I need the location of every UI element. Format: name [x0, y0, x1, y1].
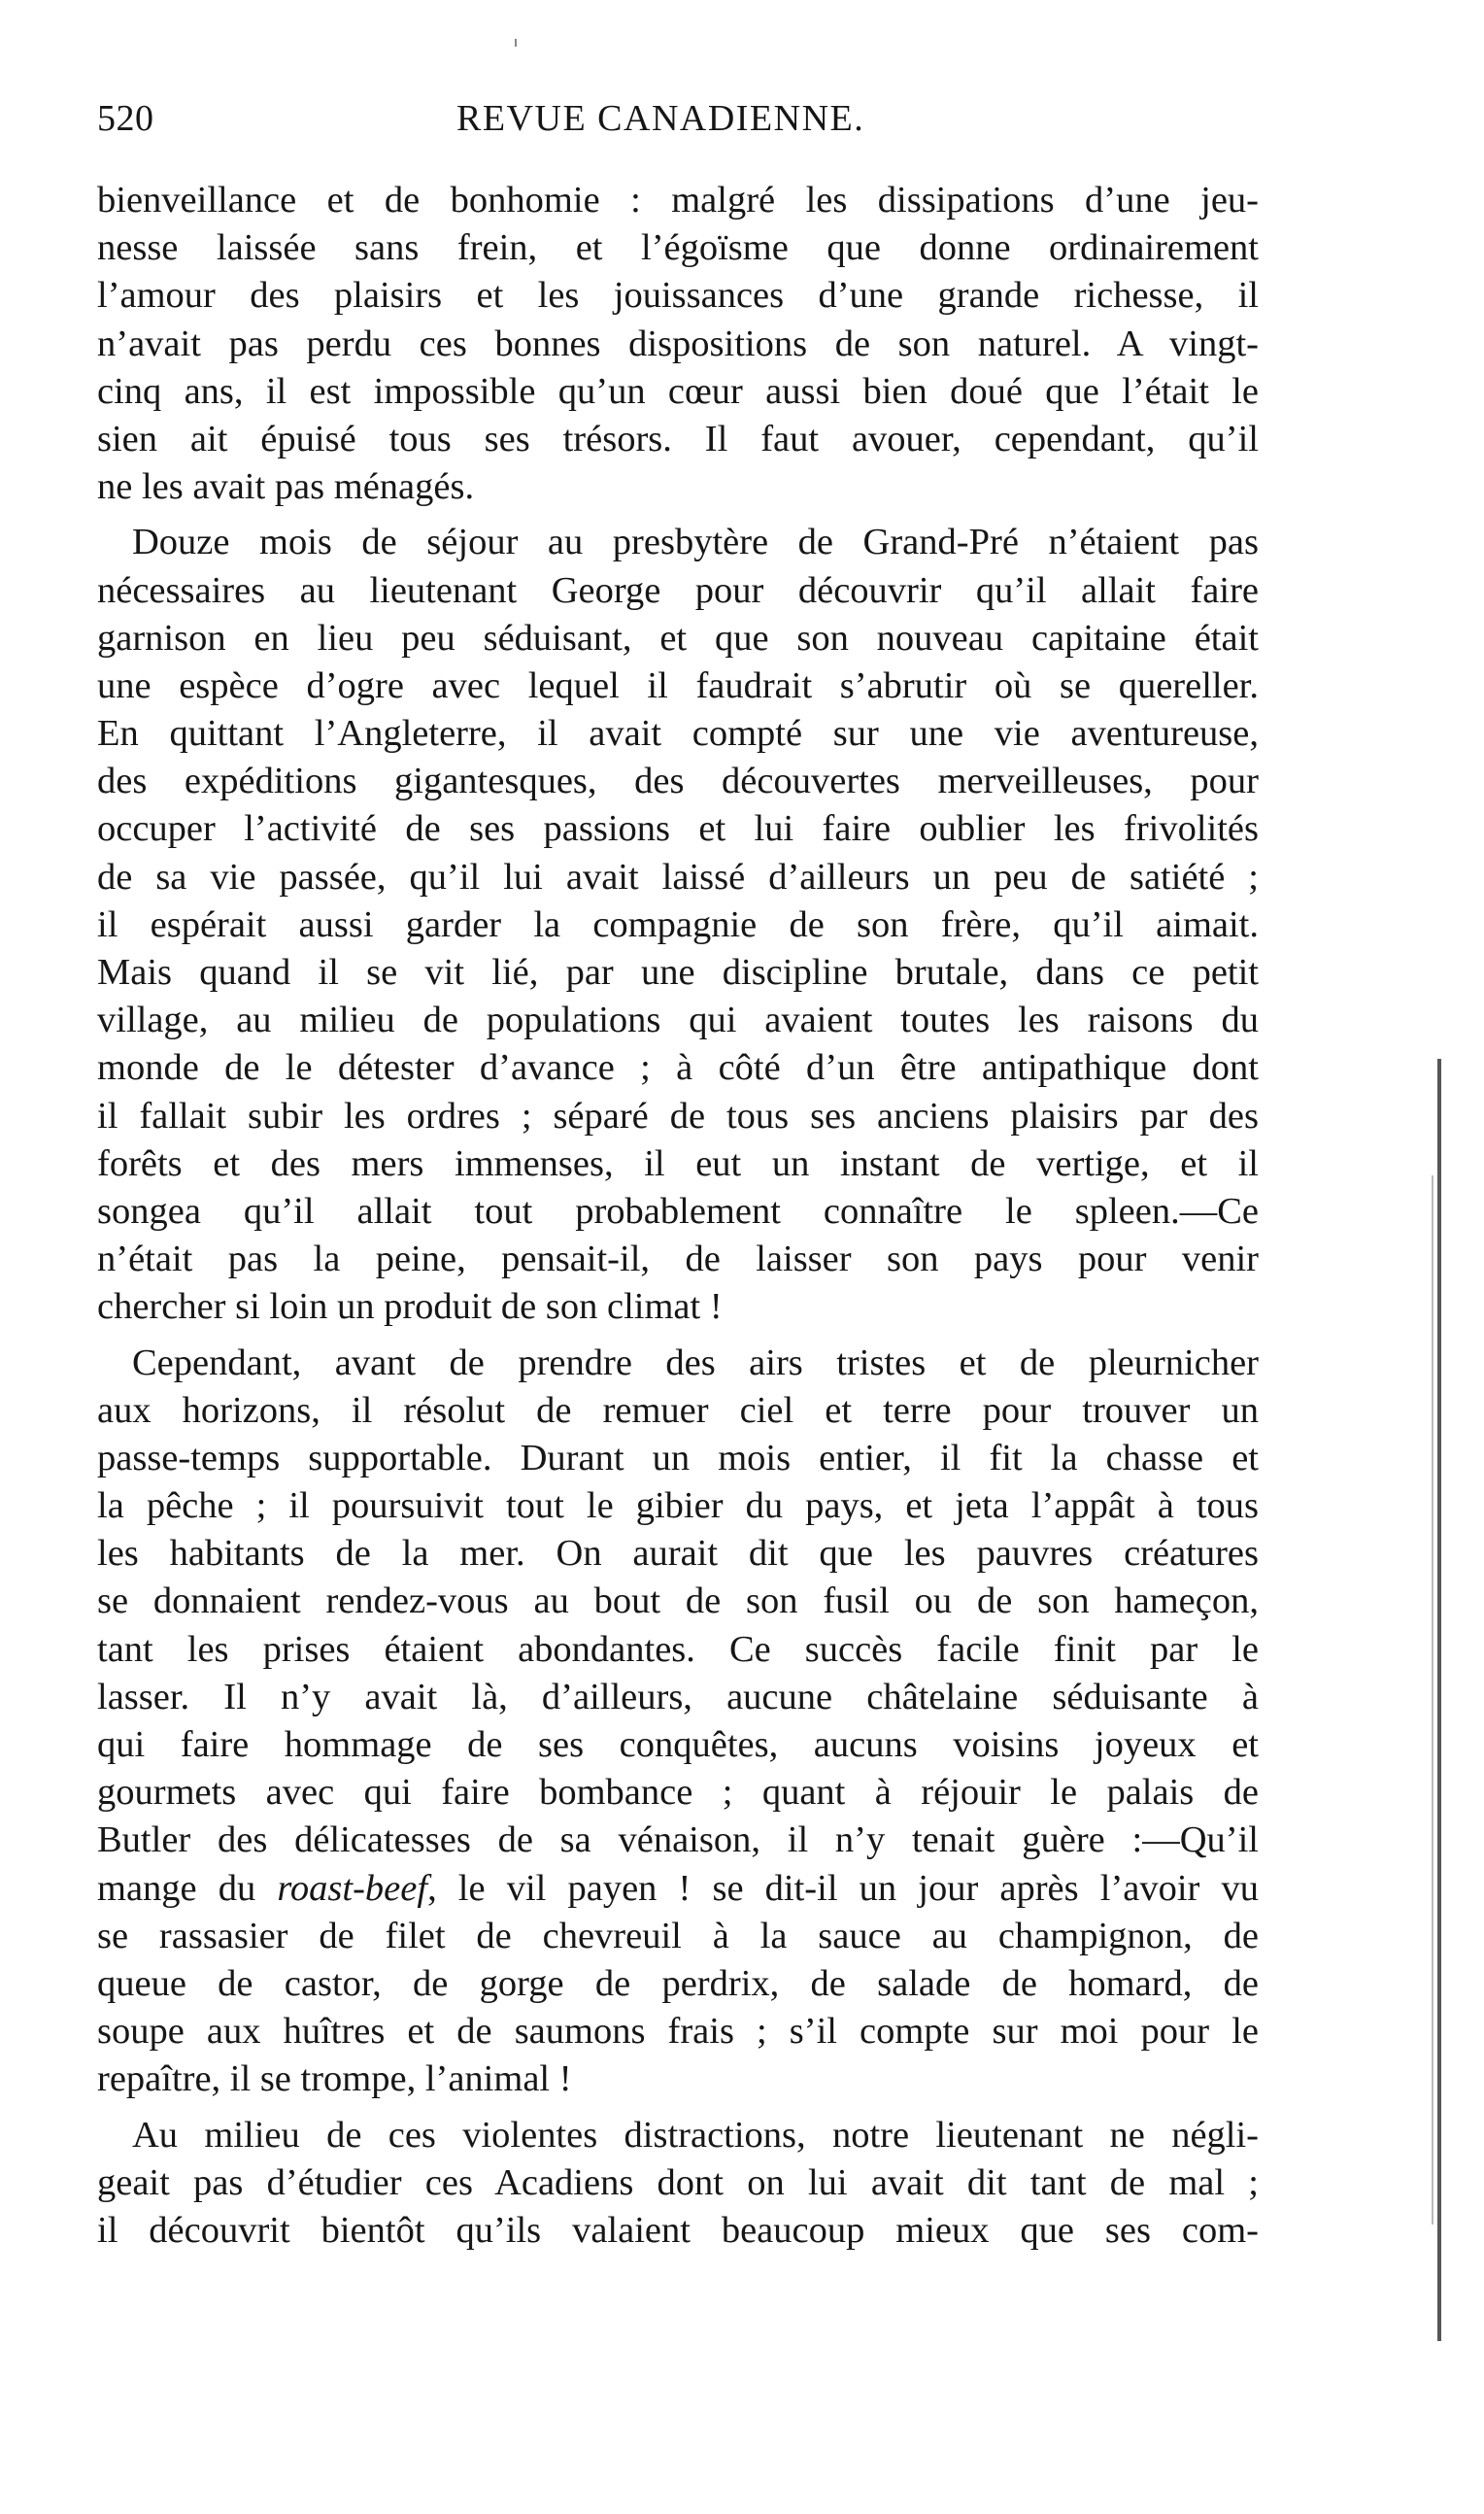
text-line: bienveillance et de bonhomie : malgré les dissipations d’une jeu- [97, 180, 1259, 221]
text-line: aux horizons, il résolut de remuer ciel et terre pour trouver un [97, 1389, 1259, 1431]
text-line: les habitants de la mer. On aurait dit que les pauvres créatures [97, 1533, 1259, 1575]
text-line: n’avait pas perdu ces bonnes dispositions de son naturel. A vingt- [97, 323, 1259, 364]
text-line: une espèce d’ogre avec lequel il faudrait s’abrutir où se quereller. [97, 664, 1259, 706]
page-header [97, 97, 1263, 155]
paragraph-4 [97, 2112, 1259, 2256]
text-line: de sa vie passée, qu’il lui avait laissé d’ailleurs un peu de satiété ; [97, 856, 1259, 898]
scan-mark [515, 39, 517, 47]
text-line: il découvrit bientôt qu’ils valaient beaucoup mieux que ses com- [97, 2209, 1259, 2251]
text-line: l’amour des plaisirs et les jouissances d’une grande richesse, il [97, 275, 1259, 317]
text-line: nesse laissée sans frein, et l’égoïsme que donne ordinairement [97, 227, 1259, 269]
text-line: soupe aux huîtres et de saumons frais ; s’il compte sur moi pour le [97, 2011, 1259, 2053]
text-line: il fallait subir les ordres ; séparé de tous ses anciens plaisirs par des [97, 1095, 1259, 1137]
text-line: Cependant, avant de prendre des airs tristes et de pleurnicher [132, 1342, 1259, 1383]
page-number: 520 [97, 98, 154, 139]
text-line: gourmets avec qui faire bombance ; quant à réjouir le palais de [97, 1772, 1259, 1814]
text-fragment: , le vil payen ! se dit-il un jour après l’avoir vu [427, 1867, 1259, 1909]
text-line: tant les prises étaient abondantes. Ce succès facile finit par le [97, 1628, 1259, 1670]
text-line: monde de le détester d’avance ; à côté d’un être antipathique dont [97, 1047, 1259, 1089]
running-title: REVUE CANADIENNE. [456, 98, 865, 139]
paragraph-1 [97, 177, 1259, 511]
text-line: chercher si loin un produit de son climat ! [97, 1286, 723, 1328]
text-line: forêts et des mers immenses, il eut un instant de vertige, et il [97, 1142, 1259, 1184]
binding-edge-line [1437, 1059, 1441, 2341]
text-line: Mais quand il se vit lié, par une discipline brutale, dans ce petit [97, 952, 1259, 993]
italic-phrase: roast-beef [277, 1867, 428, 1909]
text-line: garnison en lieu peu séduisant, et que son nouveau capitaine était [97, 617, 1259, 659]
text-line: queue de castor, de gorge de perdrix, de salade de homard, de [97, 1962, 1259, 2004]
text-line: Butler des délicatesses de sa vénaison, il n’y tenait guère :—Qu’il [97, 1819, 1259, 1861]
text-line: la pêche ; il poursuivit tout le gibier du pays, et jeta l’appât à tous [97, 1485, 1259, 1527]
text-line: village, au milieu de populations qui avaient toutes les raisons du [97, 1000, 1259, 1041]
text-line: songea qu’il allait tout probablement connaître le spleen.—Ce [97, 1190, 1259, 1232]
text-line: passe-temps supportable. Durant un mois entier, il fit la chasse et [97, 1437, 1259, 1478]
text-line: Au milieu de ces violentes distractions, notre lieutenant ne négli- [132, 2114, 1259, 2156]
text-line: n’était pas la peine, pensait-il, de laisser son pays pour venir [97, 1239, 1259, 1280]
text-line: qui faire hommage de ses conquêtes, aucuns voisins joyeux et [97, 1724, 1259, 1765]
text-line: cinq ans, il est impossible qu’un cœur aussi bien doué que l’était le [97, 370, 1259, 412]
text-line: se rassasier de filet de chevreuil à la sauce au champignon, de [97, 1915, 1259, 1956]
text-line: En quittant l’Angleterre, il avait compté sur une vie aventureuse, [97, 713, 1259, 755]
body-text [97, 177, 1259, 2255]
text-line: occuper l’activité de ses passions et lui faire oublier les frivolités [97, 808, 1259, 850]
text-line: il espérait aussi garder la compagnie de son frère, qu’il aimait. [97, 903, 1259, 945]
text-line: nécessaires au lieutenant George pour découvrir qu’il allait faire [97, 569, 1259, 611]
text-line: se donnaient rendez-vous au bout de son fusil ou de son hameçon, [97, 1580, 1259, 1622]
paragraph-2 [97, 519, 1259, 1331]
text-line: des expéditions gigantesques, des découvertes merveilleuses, pour [97, 761, 1259, 802]
text-line: lasser. Il n’y avait là, d’ailleurs, aucune châtelaine séduisante à [97, 1676, 1259, 1717]
text-line-with-italic [97, 1865, 1259, 1913]
paragraph-3 [97, 1340, 1259, 2104]
text-line: sien ait épuisé tous ses trésors. Il faut avouer, cependant, qu’il [97, 418, 1259, 459]
text-line: repaître, il se trompe, l’animal ! [97, 2058, 572, 2100]
text-line: geait pas d’étudier ces Acadiens dont on lui avait dit tant de mal ; [97, 2161, 1259, 2203]
text-line: Douze mois de séjour au presbytère de Grand-Pré n’étaient pas [132, 522, 1259, 563]
binding-edge-shadow [1432, 1175, 1433, 2225]
text-fragment: mange du [97, 1867, 278, 1909]
text-line: ne les avait pas ménagés. [97, 466, 475, 508]
